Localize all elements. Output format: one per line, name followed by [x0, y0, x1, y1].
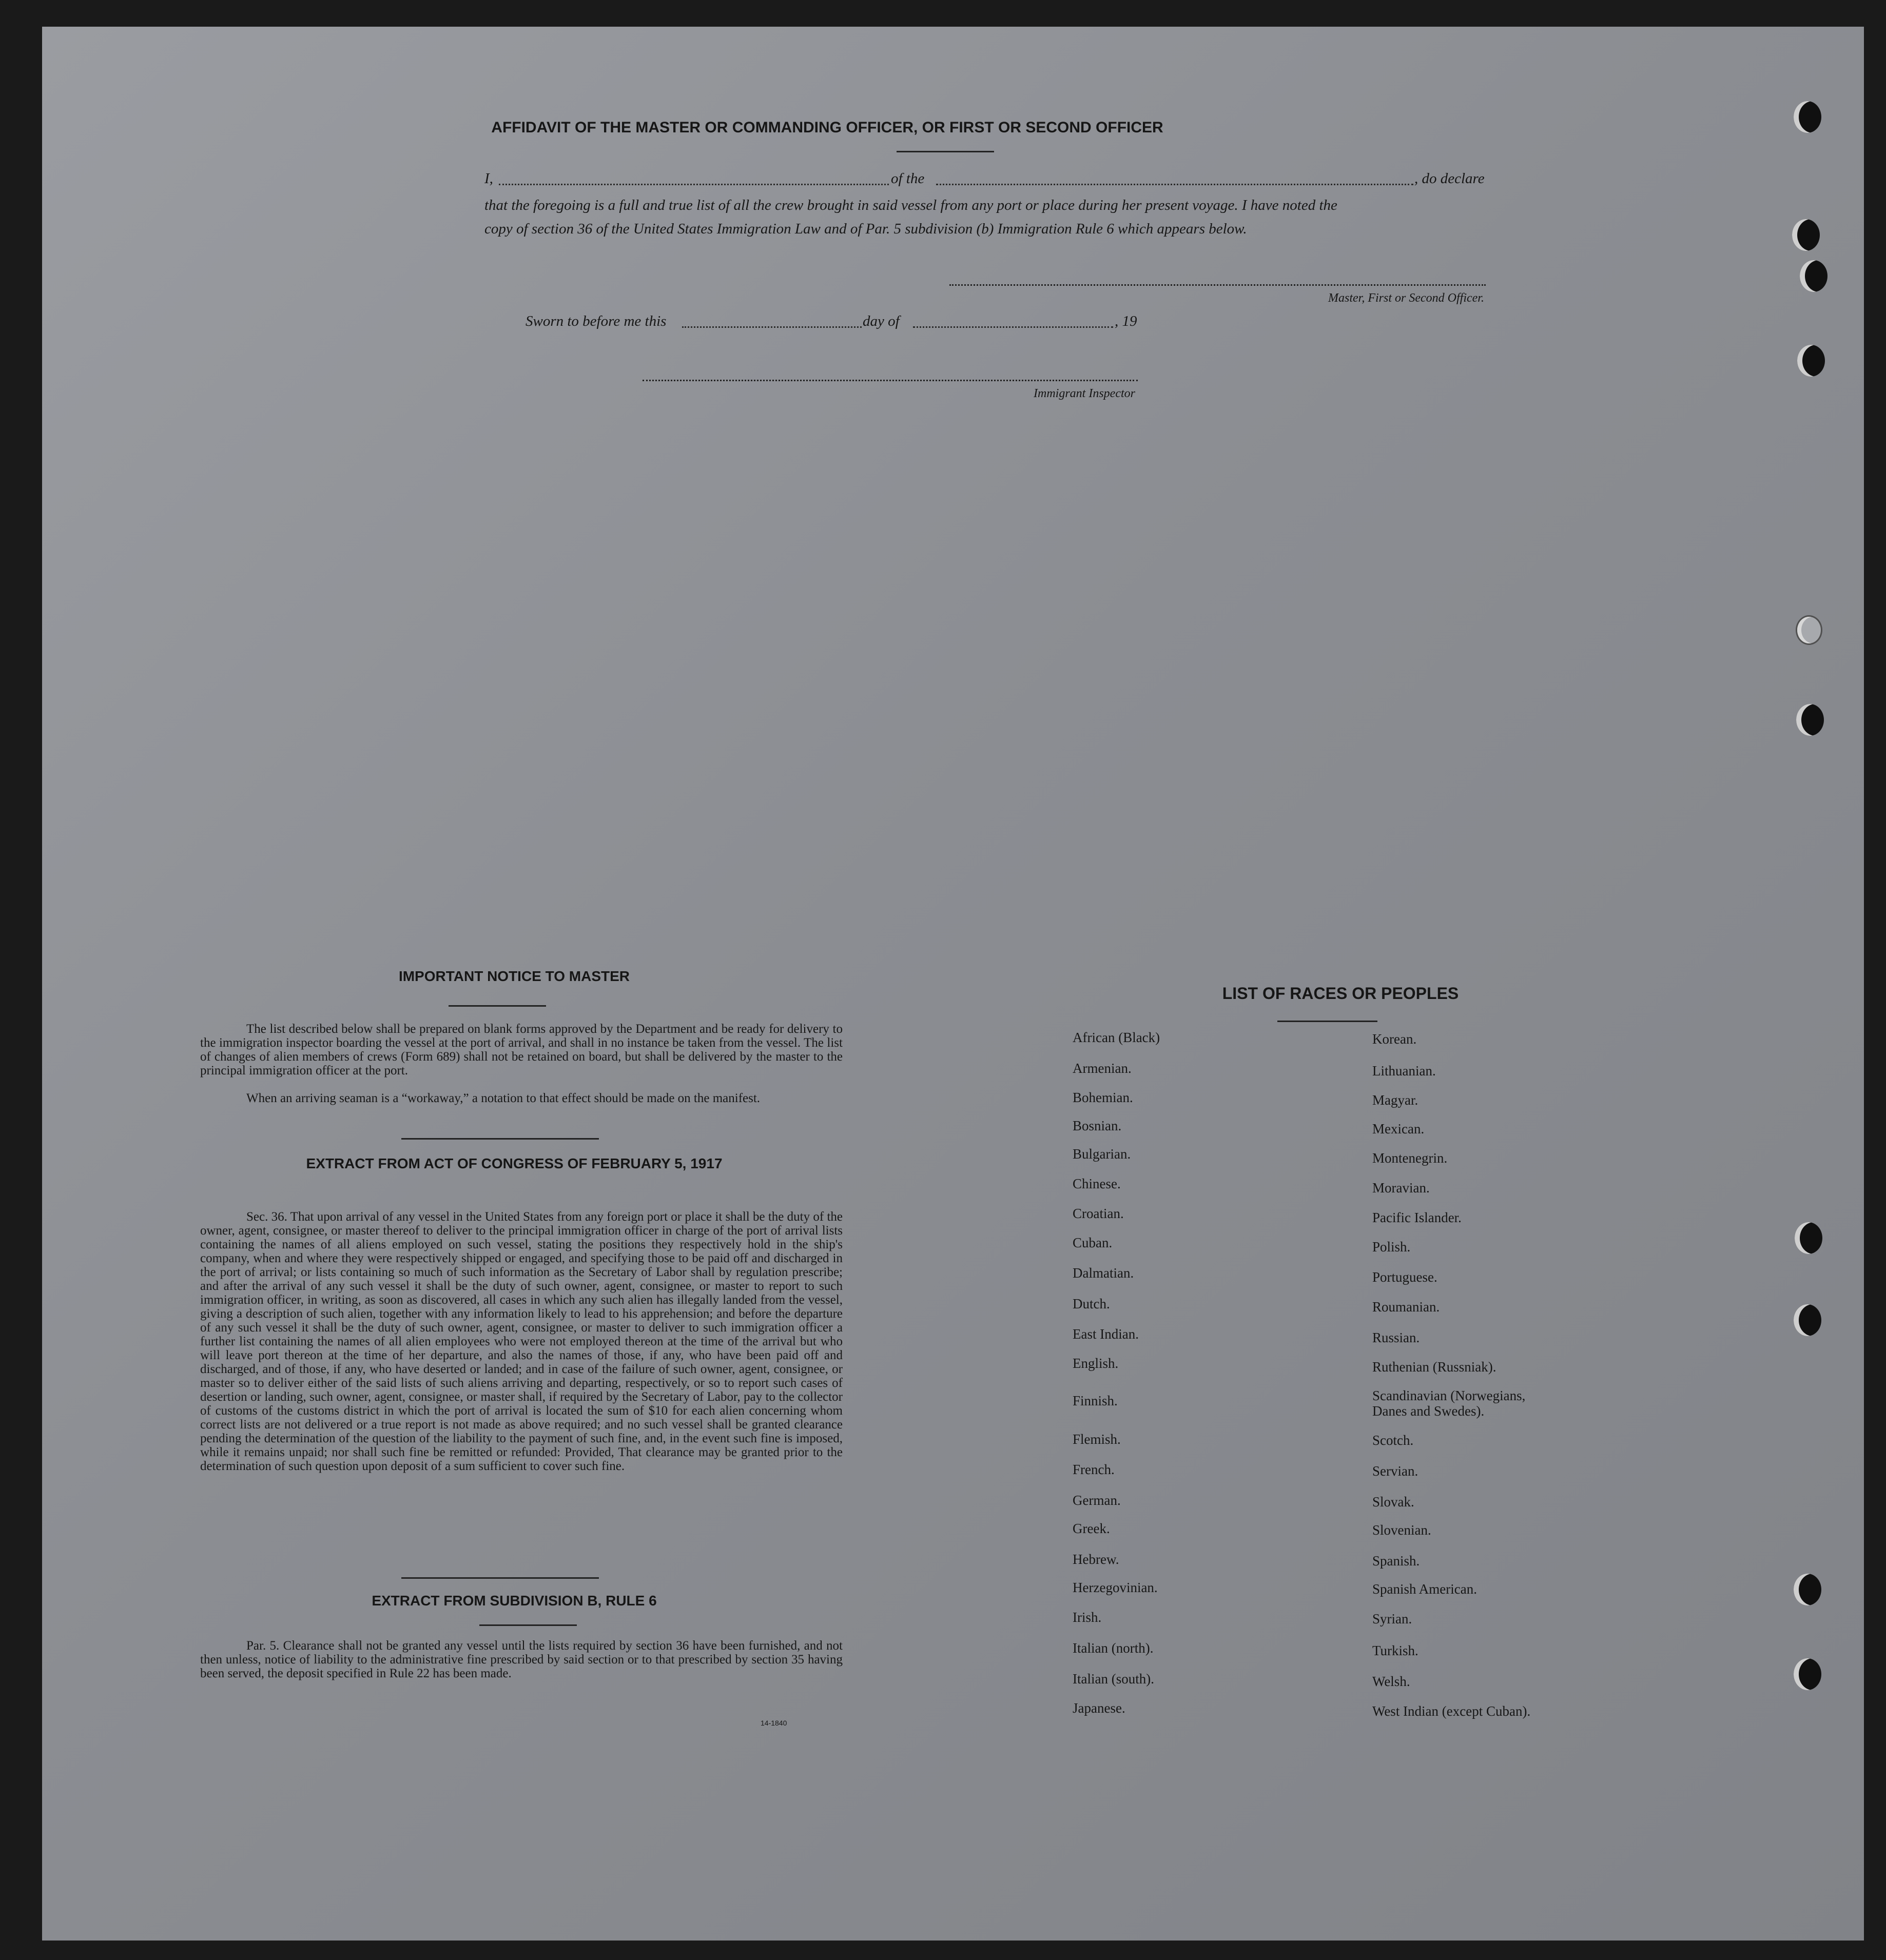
race-item: Moravian.: [1372, 1180, 1430, 1195]
race-item: Syrian.: [1372, 1611, 1412, 1626]
inspector-label: Immigrant Inspector: [1034, 387, 1135, 400]
race-item: Dutch.: [1073, 1296, 1110, 1311]
divider: [449, 1005, 546, 1007]
name-blank: [499, 184, 889, 185]
race-item: Bosnian.: [1073, 1118, 1122, 1133]
extract-rule-text: Par. 5. Clearance shall not be granted any vessel until the lists required by section 36 have been furnished, and not then unless, notice of liability to the administrative fine prescribed by said section or to that prescribed by section 35 having been served, the deposit specified in Rule 22 has been made.: [200, 1639, 843, 1680]
divider: [401, 1138, 599, 1140]
race-item: West Indian (except Cuban).: [1372, 1703, 1531, 1719]
punch-hole: [1794, 1658, 1821, 1690]
race-item: Bulgarian.: [1073, 1146, 1131, 1162]
race-item: African (Black): [1073, 1030, 1160, 1045]
race-item: East Indian.: [1073, 1326, 1139, 1342]
divider: [479, 1624, 577, 1626]
race-item: Ruthenian (Russniak).: [1372, 1359, 1496, 1375]
race-item: Roumanian.: [1372, 1299, 1440, 1315]
punch-hole: [1792, 219, 1820, 251]
race-item: English.: [1073, 1356, 1119, 1371]
sworn-day-blank: [682, 326, 862, 328]
race-item: Scotch.: [1372, 1433, 1414, 1448]
punch-hole: [1794, 1574, 1821, 1605]
race-item: Mexican.: [1372, 1121, 1425, 1136]
affidavit-body-line2: that the foregoing is a full and true list of all the crew brought in said vessel from any port or place during her present voyage. I have noted the: [484, 197, 1337, 213]
divider: [1277, 1021, 1377, 1022]
race-item: Russian.: [1372, 1330, 1420, 1345]
race-item: Greek.: [1073, 1521, 1110, 1536]
race-item: Spanish.: [1372, 1553, 1420, 1569]
race-item: Chinese.: [1073, 1176, 1121, 1191]
race-item: Portuguese.: [1372, 1269, 1437, 1285]
affidavit-i: I,: [484, 170, 493, 187]
race-item: German.: [1073, 1493, 1121, 1508]
race-item: Servian.: [1372, 1463, 1418, 1479]
race-item: Bohemian.: [1073, 1090, 1133, 1105]
notice-paragraph-1: The list described below shall be prepared on blank forms approved by the Department and be ready for delivery to the immigration inspector boarding the vessel at the port of arrival, and shall in no instance be taken from the vessel. The list of changes of alien members of crews (Form 689) shall not be retained on board, but shall be delivered by the master to the principal immigration officer at the port.: [200, 1022, 843, 1077]
race-item: Irish.: [1073, 1610, 1102, 1625]
race-item: French.: [1073, 1462, 1115, 1477]
notice-paragraph-2: When an arriving seaman is a “workaway,” a notation to that effect should be made on the manifest.: [246, 1091, 761, 1105]
race-item: Magyar.: [1372, 1092, 1418, 1108]
race-item: Armenian.: [1073, 1061, 1132, 1076]
race-item: Montenegrin.: [1372, 1150, 1448, 1166]
master-signature-line: [949, 284, 1486, 286]
form-number: 14-1840: [761, 1719, 787, 1727]
extract-act-title: EXTRACT FROM ACT OF CONGRESS OF FEBRUARY 5, 1917: [306, 1155, 723, 1171]
punch-hole: [1794, 101, 1821, 133]
notice-title: IMPORTANT NOTICE TO MASTER: [398, 968, 630, 984]
punch-hole: [1795, 1222, 1822, 1254]
race-item: Pacific Islander.: [1372, 1210, 1462, 1225]
race-item: Hebrew.: [1073, 1552, 1119, 1567]
affidavit-declaration-line: [484, 170, 1495, 191]
race-item: Welsh.: [1372, 1674, 1410, 1689]
sworn-day-label: day of: [863, 313, 900, 329]
sworn-month-blank: [913, 326, 1113, 328]
vessel-blank: [936, 184, 1413, 185]
affidavit-declare: , do declare: [1414, 170, 1485, 187]
race-item: Polish.: [1372, 1239, 1411, 1255]
affidavit-title: AFFIDAVIT OF THE MASTER OR COMMANDING OFFICER, OR FIRST OR SECOND OFFICER: [491, 119, 1163, 136]
sworn-line: [484, 313, 1152, 334]
divider: [401, 1577, 599, 1579]
race-item: Spanish American.: [1372, 1581, 1477, 1597]
affidavit-of-the: of the: [891, 170, 925, 187]
extract-rule-title: EXTRACT FROM SUBDIVISION B, RULE 6: [372, 1593, 657, 1609]
race-item: Lithuanian.: [1372, 1063, 1436, 1079]
divider: [897, 151, 994, 152]
punch-hole: [1796, 704, 1824, 736]
race-item: Turkish.: [1372, 1643, 1418, 1658]
sworn-prefix: Sworn to before me this: [526, 313, 667, 329]
race-item: Herzegovinian.: [1073, 1580, 1158, 1595]
race-item: Scandinavian (Norwegians, Danes and Swedes).: [1372, 1388, 1526, 1419]
punch-hole: [1797, 617, 1821, 643]
race-item: Cuban.: [1073, 1235, 1113, 1250]
race-item: Italian (south).: [1073, 1671, 1154, 1687]
race-item: Finnish.: [1073, 1393, 1118, 1408]
punch-hole: [1797, 345, 1825, 377]
race-item: Slovak.: [1372, 1494, 1414, 1510]
document-page: [42, 27, 1864, 1941]
race-item: Italian (north).: [1073, 1640, 1154, 1656]
sworn-year: , 19: [1115, 313, 1137, 329]
punch-hole: [1800, 260, 1827, 292]
punch-hole: [1794, 1304, 1821, 1336]
race-item: Korean.: [1372, 1031, 1417, 1047]
race-item: Dalmatian.: [1073, 1265, 1134, 1281]
master-signature-label: Master, First or Second Officer.: [1328, 291, 1484, 305]
race-item: Flemish.: [1073, 1432, 1121, 1447]
race-item: Slovenian.: [1372, 1522, 1431, 1538]
races-title: LIST OF RACES OR PEOPLES: [1222, 984, 1459, 1003]
inspector-signature-line: [643, 380, 1138, 381]
race-item: Japanese.: [1073, 1700, 1125, 1716]
extract-act-text: Sec. 36. That upon arrival of any vessel in the United States from any foreign port or place it shall be the duty of the owner, agent, consignee, or master thereof to deliver to the principal immigration officer in charge of the port of arrival lists containing the names of all aliens employed on such vessel, stating the positions they respectively hold in the ship's company, when and where they were respectively shipped or engaged, and specifying those to be paid off and discharged in the port of arrival; or lists containing so much of such information as the Secretary of Labor shall by regulation prescribe; and after the arrival of any such vessel it shall be the duty of such owner, agent, consignee, or master to report to such immigration officer, in writing, as soon as discovered, all cases in which any such alien has illegally landed from the vessel, giving a description of such alien, together with any information likely to lead to his apprehension; and before the departure of any such vessel it shall be the duty of such owner, agent, consignee, or master to deliver to such immigration officer a further list containing the names of all alien employees who were not employed thereon at the time of the arrival but who will leave port thereon at the time of her departure, and also the names of those, if any, who have been paid off and discharged, and of those, if any, who have deserted or landed; and in case of the failure of such owner, agent, consignee, or master so to deliver either of the said lists of such aliens arriving and departing, respectively, or so to report such cases of desertion or landing, such owner, agent, consignee, or master shall, if required by the Secretary of Labor, pay to the collector of customs of the customs district in which the port of arrival is located the sum of $10 for each alien concerning whom correct lists are not delivered or a true report is not made as above required; and no such vessel shall be granted clearance pending the determination of the question of the liability to the payment of such fine, and, in the event such fine is imposed, while it remains unpaid; nor shall such fine be remitted or refunded: Provided, That clearance may be granted prior to the determination of such question upon deposit of a sum sufficient to cover such fine.: [200, 1210, 843, 1473]
affidavit-body-line3: copy of section 36 of the United States Immigration Law and of Par. 5 subdivision (b) Immigration Rule 6 which appears below.: [484, 221, 1247, 237]
race-item: Croatian.: [1073, 1206, 1124, 1221]
